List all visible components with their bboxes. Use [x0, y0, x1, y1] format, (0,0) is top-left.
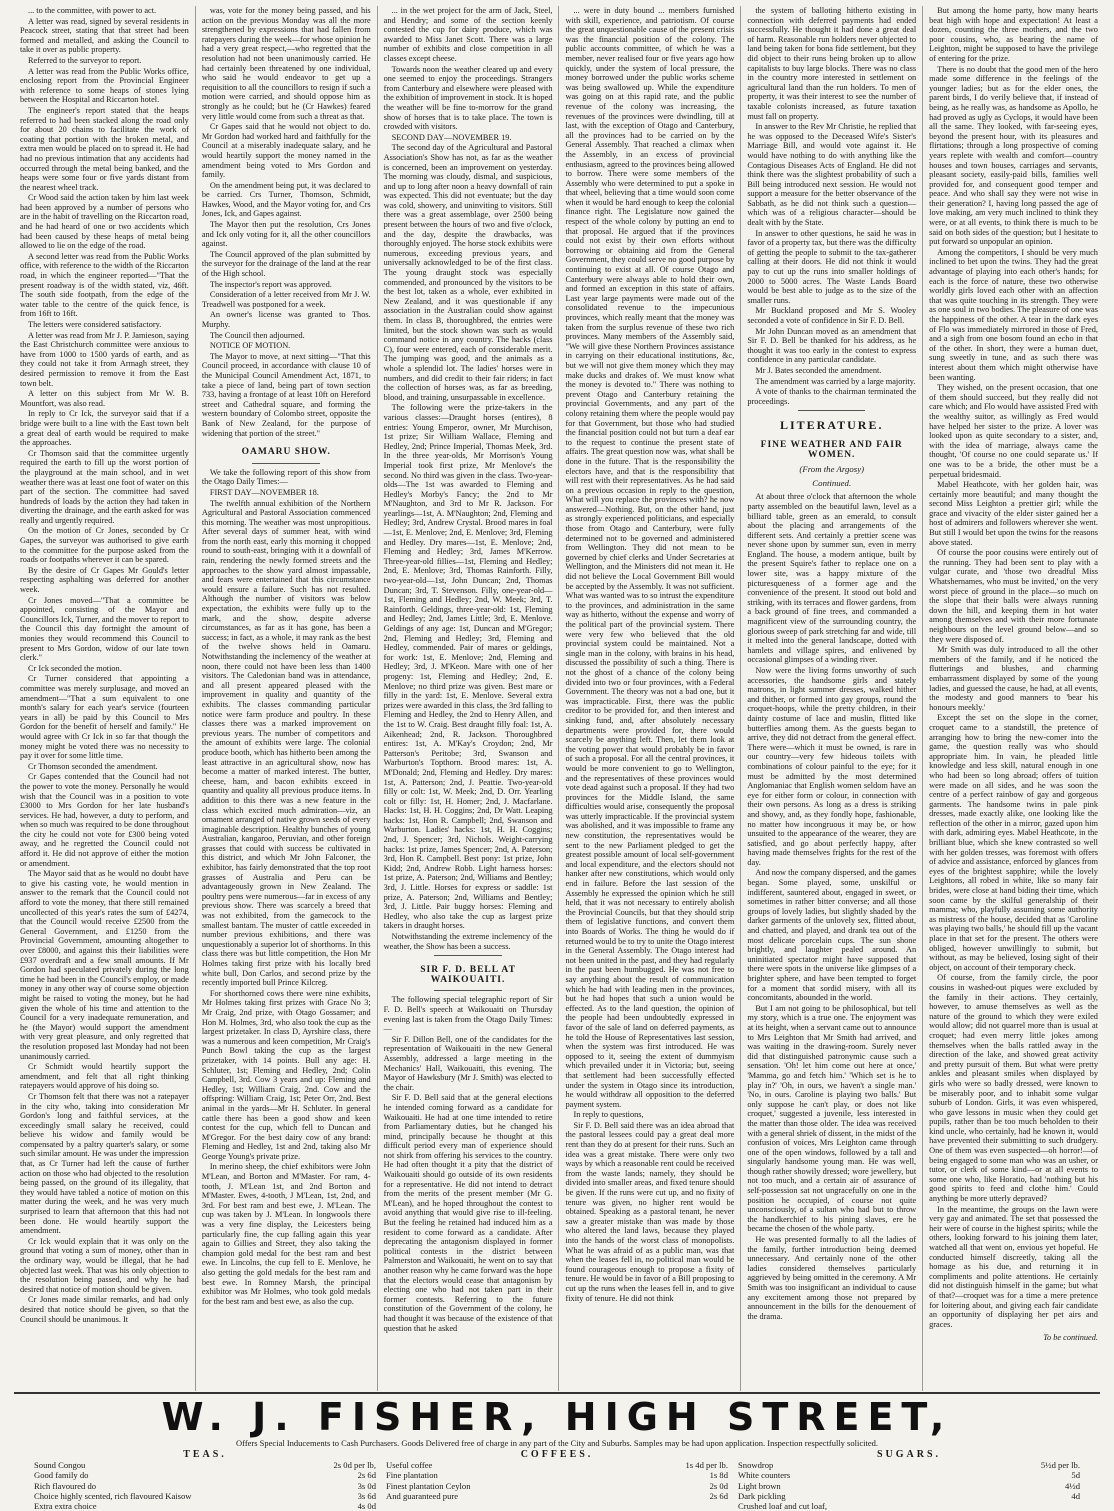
oamaru-show-heading: OAMARU SHOW.: [241, 447, 331, 458]
paragraph: For shorthorned cows there were nine exhibits, Mr Holmes taking first prizes with Grace No 3; Mr Craig, 2nd prize, with Otago Gossamer; and Hon M. Holmes, 3rd, who also took the cup as the largest prizetaker. In class D, Ayrshire class, there was a numerous and keen competition, Mr Craig's Punch Bowl taking the cup as the largest prizetaker, with 14 points. Bull any age: H. Schluter, 1st; Fleming and Hedley, 2nd; Colin Campbell, 3rd. Cow 3 years and up: Fleming and Hedley, 1st; William Craig, 2nd. Cow and the offspring: William Craig, 1st; Peter Orr, 2nd. Best animal in the yards—Mr H. Schluter. In general cattle there has been a good show and keen contest for the cup, which fell to Duncan and M'Gregor. For the best dairy cow of any brand: Fleming and Hedley, 1st and 2nd, taking also Mr George Young's private prize.: [201, 988, 371, 1161]
paragraph: He was presented formally to all the ladies of the family, further introduction being deemed unnecessary. And certainly none of the other ladies considered themselves particularly aggrieved by being omitted in the ceremony. A Mr Smith was too insignificant an individual to cause any excitement among those not prepared by announcement in the bills for the denouement of the drama.: [747, 1235, 917, 1321]
fisher-advertisement: [14, 1392, 1100, 1511]
price-row: [34, 1501, 376, 1511]
to-be-continued: To be continued.: [1043, 1333, 1098, 1343]
paragraph: Consideration of a letter received from Mr J. W. Treadwell was postponed for a week.: [201, 290, 371, 309]
paragraph: Mr Buckland proposed and Mr S. Wooley seconded a vote of confidence in Sir F. D. Bell.: [747, 306, 917, 325]
item-name: Useful coffee: [386, 1460, 433, 1471]
sugars-list: [738, 1450, 1080, 1511]
price-row: [386, 1481, 728, 1491]
paragraph: They wished, on the present occasion, that one of them should succeed, but they really did not care which; and Flo would have assisted Fred with the wealthy suitor, as willingly as Fred would have helped her sister to the prize. A lover was looked upon as quite secondary to a sister, and, with the idea of marriage, always came the thought, 'Of course no one could separate us.' If one was to be a bride, the other must be a perpetual bridesmaid.: [929, 383, 1098, 479]
paragraph: Sir F. D. Bell said there was an idea abroad that the pastoral lessees could pay a great deal more rent than they do at present for their runs. Such an idea was a great mistake. There were only two ways by which a reasonable rent could be received from the waste lands; namely, they should be divided into smaller areas, and fixed tenure should be given. If the runs were cut up, and no fixity of tenure was given, no higher rent would be obtained. Speaking as a pastoral tenant, he never saw a greater mistake than was made by those who altered the land laws, because they played into the hands of the worst class of monopolists. What he was afraid of as a public man, was that when the leases fell in, no political man would be found courageous enough to propose a fixity of tenure. He would be in favor of a Bill proposing to cut up the runs when the leases fell in, and to give fixity of tenure. He did not think: [565, 1120, 735, 1303]
paragraph: Cr Thomson said that the committee urgently required the earth to fill up the worst portion of the playground at the main school, and in wet weather there was at least one foot of water on this part of the section. The committee had saved hundreds of loads by the action they had taken in diverting the drainage, and the earth asked for was really and urgently required.: [20, 448, 189, 525]
item-price: 2s 0d per lb,: [333, 1460, 376, 1471]
paragraph: In answer to other questions, he said he was in favor of a property tax, but there was the difficulty of getting the people to submit to the tax-gatherer calling at their doors. He did not think it would pay to cut up the runs into smaller holdings of 2000 to 5000 acres. The Waste Lands Board would be best able to judge as to the size of the smaller runs.: [747, 228, 917, 305]
paragraph: Mabel Heathcote, with her golden hair, was certainly more beautiful; and many thought the second Miss Leighton a prettier girl; while the grace and vivacity of the elder sister gained her a host of admirers and followers wherever she went. But still I would bet upon the twins for the reasons above stated.: [929, 480, 1098, 547]
paragraph: In reply to Cr Ick, the surveyor said that if a bridge were built to a line with the East town belt a great deal of earth would be required to make the approaches.: [20, 409, 189, 448]
paragraph: In reply to questions,: [573, 1110, 644, 1120]
heading-rule: [434, 990, 502, 991]
price-row: [386, 1460, 728, 1470]
item-name: Finest plantation Ceylon: [386, 1480, 471, 1491]
paragraph: Cr Wood said the action taken by him last week had been approved by a number of persons who are in the habit of travelling on the Riccarton road, and he had heard of one or two accidents which had been caused by these heaps of metal being allowed to lie on the edge of the road.: [20, 193, 189, 251]
paragraph: Cr Jones moved—"That a committee be appointed, consisting of the Mayor and Councillors Ick, Turner, and the mover to report to the Council this day fortnight the amount of monies they would recommend this Council to present to Mrs Gordon, widow of our late town clerk.": [20, 595, 189, 663]
paragraph: Referred to the surveyor to report.: [28, 55, 142, 65]
item-price: 4½d: [1064, 1480, 1080, 1491]
paragraph: ... in the wet project for the arm of Jack, Steel, and Hendry; and some of the section keenly contested the cup for dairy produce, which was awarded to Miss Janet Scott. There was a large number of exhibits and close competition in all classes except cheese.: [383, 6, 553, 63]
paragraph: the system of balloting hitherto existing in connection with deferred payments had ended successfully. He thought it had done a great deal of harm. Reasonable run holders never objected to land being taken for bona fide settlement, but they did object to their runs being broken up to allow capitalists to buy large blocks. There was no class in the country more interested in settlement on agricultural land than the run holders. To men of property, it was their interest to see the number of taxable colonists increased, as future taxation must fall on property.: [747, 6, 917, 121]
paragraph: A second letter was read from the Public Works office, with reference to the width of the Riccarton road, in which the engineer reported—"That the present roadway is of the width stated, viz, 46ft. The south side footpath, from the edge of the water table to the centre of the quick fence, is from 16ft to 16ft.: [20, 251, 189, 319]
price-row: [34, 1491, 376, 1501]
paragraph: Mr J. Bates seconded the amendment.: [755, 365, 882, 375]
item-name: Dark pickling: [738, 1490, 786, 1501]
column-6: [923, 6, 1104, 1391]
paragraph: A vote of thanks to the chairman terminated the proceedings.: [747, 387, 917, 406]
price-row: [34, 1470, 376, 1480]
item-price: 5d: [1071, 1470, 1080, 1481]
heading-rule: [252, 463, 320, 464]
ad-subtitle: Offers Special Inducements to Cash Purchasers. Goods Delivered free of charge in any part of the City and Suburbs. Samples may be had upon application. Inspection respectfully solicited.: [236, 1438, 878, 1448]
item-price: 2s 6d: [357, 1470, 376, 1481]
paragraph: The letters were considered satisfactory.: [28, 320, 162, 329]
paragraph: ... to the committee, with power to act.: [28, 6, 157, 15]
paragraph: Except the set on the slope in the corner, croquet came to a standstill, the pretence of arranging how to bring the new-comer into the game, the question really was who should appropriate him. In vain, he pleaded little knowledge and less skill, natural enough in one who had been so long abroad; offers of tuition were made on all sides, and he was soon the centre of a perfect rainbow of gay and gorgeous garments. The handsome twins in pale pink dresses, made exactly alike, one looking like the reflection of the other in a mirror, gazed upon him with dark, admiring eyes. Mabel Heathcote, in the brilliant blue, which she knew contrasted so well with her golden tresses, was foremost with offers of advice and assistance, enforced by glances from eyes of the brightest sapphire; while the lovely Leightons, all robed in white, like so many fair brides, were close at hand biding their time, which soon came by the skilful generalship of their mamma; who, playfully assuming some authority as mistress of the house, decided that as 'Caroline was playing two balls,' he should fill up the vacant place in that set for the present. The others were obliged, however unwillingly to submit, but without, as may be believed, losing sight of their object, on account of their temporary check.: [929, 713, 1098, 972]
paragraph: We take the following report of this show from the Otago Daily Times:—: [201, 467, 371, 487]
paragraph: At about three o'clock that afternoon the whole party assembled on the beautiful lawn, level as a billiard table, green as an emerald, to consult about the placing and arrangements of the different sets. And certainly a prettier scene was never shone upon by summer sun, even in merry England. The house, a modern antique, built by the present Squire's father to replace one on a lower site, was a happy mixture of the picturesqueness of a former age and the convenience of the present. It stood out bold and striking, with its terraces and flower gardens, from a back ground of fine trees, and commanded a magnificent view of the surrounding country, the glorious sweep of park stretching far and wide, till it melted into the general landscape, dotted with hamlets and village spires, and enlivened by occasional glimpses of a winding river.: [747, 492, 917, 665]
section-rule: [434, 955, 502, 956]
paragraph: The following were the prize-takers in the various classes:—Draught horses (entires), 8 entries: Young Emperor, owner, Mr Murchison, 1st prize; Sir William Wallace, Fleming and Hedley, 2nd; Prince Imperial, Thomas Meek, 3rd. In the three year-olds, Mr Morrison's Young Imperial took first prize, Mr Menlove's the second. No third was given in the class. Two-year-olds—The 1st was awarded to Fleming and Hedley's Morby's Fancy; the 2nd to Mr M'Naughton, and 3rd to Mr R. Jackson. For yearlings—1st, A. M'Naughton; 2nd, Fleming and Hedley; 3rd, Andrew Crystal. Brood mares in foal—1st, E. Menlove; 2nd, E. Menlove; 3rd, Fleming and Hedley. Dry mares—1st, E. Menlove; 2nd, Fleming and Hedley; 3rd, James M'Kerrow. Three-year-old fillies—1st, Fleming and Hedley; 2nd, E. Menlove; 3rd, Thomas Rainforth. Filly, two-year-old—1st, John Duncan; 2nd, Thomas Duncan; 3rd, T. Stevenson. Filly, one-year-old—1st, Fleming and Hedley; 2nd, W. Meek; 3rd, T. Rainforth. Geldings, three-year-old: 1st, Fleming and Hedley; 2nd, James Little; 3rd, E. Menlove. Geldings of any age: 1st, Duncan and M'Gregor; 2nd, Fleming and Hedley; 3rd, Fleming and Hedley, commended. Pair of mares or geldings, for work: 1st, E. Menlove; 2nd, Fleming and Hedley; 3rd, J. M'Keon. Mare with one of her progeny: 1st, Fleming and Hedley; 2nd, E. Menlove; no third prize was given. Best mare or filly in the yard: 1st, E. Menlove. Several extra prizes were awarded in this class, the 3rd falling to Fleming and Hedley, the 2nd to Henry Allen, and the 1st to W. Craig. Best draught filly foal: 1st, A. Aikenhead; 2nd, R. Jackson. Thoroughbred entires: 1st, A. M'Kay's Croydon; 2nd, Mr Patterson's Peritobe; 3rd, Swanson and Warburton's Topthorn. Brood mares: 1st, A. M'Donald; 2nd, Fleming and Hedley. Dry mares: 1st, A. Patterson; 2nd, J. Peattie. Two-year-old filly or colt: 1st, W. Meek; 2nd, D. Orr. Yearling colt or filly: 1st, H. Homer; 2nd, J. Macfarlane. Hacks: 1st, H. H. Coggins; 2nd, Dr Watt. Leaping hacks: 1st, Hon R. Campbell; 2nd, Swanson and Warburton. Ladies' hacks: 1st, H. H. Coggins; 2nd, J. Spencer; 3rd, Nichols. Weight-carrying hacks: 1st prize, James Spencer; 2nd, A. Paterson; 3rd, Hon R. Campbell. Best pony: 1st prize, John Kidd; 2nd, Andrew Robb. Light harness horses: 1st prize, A. Paterson; 2nd, Williams and Bentley; 3rd, J. Little. Horses for express or saddle: 1st prize, A. Paterson; 2nd, Williams and Bentley; 3rd, J. Little. Pair buggy horses: Fleming and Hedley, who also take the cup as largest prize takers in draught horses.: [383, 403, 553, 931]
teas-list: [34, 1450, 376, 1511]
paragraph: Sir F. Dillon Bell, one of the candidates for the representation of Waikouaiti in the new General Assembly, addressed a large meeting in the Mechanics' Hall, Waikouaiti, this evening. The Mayor of Hawksbury (Mr J. Smith) was elected to the chair.: [383, 1034, 553, 1092]
paragraph: But among the home party, how many hearts beat high with hope and expectation! At least a dozen, counting the three mothers, and the two poor cousins, who, as bearing the name of Leighton, might be supposed to have the privilege of entering for the prize.: [929, 6, 1098, 63]
paragraph: By the desire of Cr Gapes Mr Gould's letter respecting asphalting was deferred for another week.: [20, 565, 189, 595]
paragraph: The Council approved of the plan submitted by the surveyor for the drainage of the land at the rear of the High school.: [201, 249, 371, 279]
price-row: [738, 1481, 1080, 1491]
column-2: [196, 6, 378, 1391]
item-name: Choice highly scented, rich flavoured Kaisow: [34, 1490, 192, 1501]
paragraph: Of course the poor cousins were entirely out of the running. They had been sent to play with a vulgar curate, and 'those two dreadful Miss Whatshernames, who must be invited,' on the very worst piece of ground in the place—so much on the slope that their balls were always running down the hill, and keeping them in hot water among themselves and with their more fortunate neighbours on the level ground below—and so they were disposed of.: [929, 548, 1098, 644]
item-price: 4s 0d: [357, 1501, 376, 1511]
item-name: Rich flavoured do: [34, 1480, 97, 1491]
paragraph: The second day of the Agricultural and Pastoral Association's Show has not, as far as the weather is concerned, been an improvement on yesterday. The morning was cloudy, dismal, and suspicious, and up to long after noon a heavy downfall of rain was expected. This did not eventuate; but the day was cold, showery, and uninviting to visitors. Still there was a great assemblage, over 2500 being present between the hours of two and five o'clock, and the day, despite the drawbacks, was thoroughly enjoyed. The horse stock exhibits were numerous, exceeding previous years, and universally acknowledged to be of the first class. The young draught stock was especially commended, and pronounced by the visitors to be the best lot, taken as a whole, ever exhibited in New Zealand, and it was questionable if any association in the Australian could show against them. In class B, thoroughbred, the entries were limited, but the stock shown was such as would command notice in any country. The hacks (class C), four were entered, each of considerable merit. The jumping was good, and the animals as a whole a splendid lot. The ladies' horses were in numbers, and did credit to their fair riders; in fact the collection of horses was, as far as breeding, blood, and training, unsurpassable in excellence.: [383, 143, 553, 402]
bell-heading: SIR F. D. BELL AT WAIKOUAITI.: [420, 965, 516, 985]
paragraph: Towards noon the weather cleared up and every one seemed to enjoy the proceedings. Strangers from Canterbury and elsewhere were pleased with the exhibition of improvement in stock. It is hoped the weather will be fine to-morrow for the grand show of horses that is to take place. The town is crowded with visitors.: [383, 64, 553, 132]
paragraph: Notwithstanding the extreme inclemency of the weather, the Show has been a success.: [383, 932, 553, 951]
item-price: 1s 8d: [709, 1470, 728, 1481]
paragraph: A letter was read from the Public Works office, enclosing report from the Provincial Engineer with reference to some heaps of stones lying between the Hospital and Riccarton hotel.: [20, 66, 189, 105]
paragraph: Sir F. D. Bell said that at the general elections he intended coming forward as a candidate for Waikouaiti. He had at one time intended to retire from Parliamentary duties, but he changed his mind, principally because he thought at this difficult period every man of experience should not shirk from offering his services to the country. He had often thought it a pity that the district of Waikouaiti should go outside of its own residents for a representative. He did not intend to detract from the merits of the present member (Mr G. M'Lean), and he hoped throughout the contest to avoid anything that would give rise to ill-feeling. But the feeling he retained had induced him as a resident to come forward as a candidate. After deprecating the antagonism displayed in former political contests in the district between Palmerston and Waikouaiti, he went on to say that another reason why he came forward was the hope that the electors would cease that antagonism by electing one who had not taken part in their former contests. Referring to the future constitution of the Government of the colony, he had thought it was because of the existence of that question that he asked: [383, 1093, 553, 1333]
paragraph: But I am not going to be philosophical, but tell my story, which is a true one. The enjoyment was at its height, when a servant came out to announce to Mrs Leighton that Mr Smith had arrived, and was waiting in the drawing-room. Surely never did that distinguished patronymic cause such a sensation. 'Oh! let him come out here at once,' 'Mamma, go and fetch him.' 'Which set is he to play in?' 'Oh, in ours, we haven't a single man.' 'No, in ours. Caroline is playing two balls.' But only suppose he can't play, or does not like croquet,' suggested a juvenile, less interested in the matter than those older. The idea was received with a general shriek of dissent, in the midst of the confusion of voices, Mrs Leighton came through one of the open windows, followed by a tall and singularly handsome young man. He was well, though rather showily dressed; wore jewellery, but not too much, and a certain air of assurance of self-possession sat not ungracefully on one in the position he occupied, of course not quite unconsciously, of a sultan who had but to throw the handkerchief to his pining slaves, ere he became the chosen of the whole party.: [747, 1003, 917, 1234]
paragraph: Cr Schmidt would heartily support the amendment, and felt that all right thinking ratepayers would approve of his doing so.: [20, 1062, 189, 1091]
item-name: Extra extra choice: [34, 1501, 97, 1511]
paragraph: Cr Thomson felt that there was not a ratepayer in the city who, taking into consideration Mr Gordon's long and faithful services, at the exceedingly small salary he received, could believe his widow and family would be compensated by a paltry quarter's salary, or some such similar amount. He was under the impression that, as Cr Turner had left the cause of further action on those who had objected to the resolution being passed, on the ground of its illegality, that they would have tabled a notice of motion on this matter during the week, and he was very much surprised to learn that afternoon that this had not been done. He would heartily support the amendment.: [20, 1091, 189, 1236]
article-columns: [14, 6, 1104, 1391]
paragraph: The Mayor then put the resolution, Crs Jones and Ick only voting for it, all the other councillors against.: [201, 220, 371, 249]
price-row: [738, 1501, 1080, 1511]
paragraph: The amendment was carried by a large majority.: [755, 376, 916, 386]
paragraph: A letter was read, signed by several residents in Peacock street, stating that that street had been formed and metalled, and asking the Council to take it over as public property.: [20, 16, 189, 55]
price-row: [738, 1491, 1080, 1501]
paragraph: An owner's license was granted to Thos. Murphy.: [201, 310, 371, 329]
paragraph: Cr Gapes contended that the Council had not the power to vote the money. Personally he would wish that the Council was in a position to vote £3000 to Mrs Gordon for her late husband's services. He had, however, a duty to perform, and when so much was required to be done throughout the city he could not vote for £300 being voted away, and he regretted the Council could not afford it. He did not approve of either the motion or amendment.: [20, 772, 189, 868]
item-price: 3s 0d: [357, 1480, 376, 1491]
price-row: [34, 1481, 376, 1491]
column-1: [14, 6, 196, 1391]
paragraph: In the meantime, the groups on the lawn were very gay and animated. The set that possessed the heir were of course in the highest spirits; while the others, looking forward to his joining them later, watched all that went on, envious yet hopeful. He conducted himself discreetly, taking all the homage as his due, and returning it in compliments and polite attentions. He certainly did not distinguish himself in the game; but what of that?—croquet was for a time a mere pretence for loitering about, and giving each fair candidate an opportunity of displaying her pet airs and graces.: [929, 1204, 1098, 1329]
story-continued: Continued.: [812, 477, 852, 488]
item-price: 5½d per lb.: [1040, 1460, 1080, 1471]
ad-price-lists: [14, 1450, 1100, 1511]
item-name: Sound Congou: [34, 1460, 86, 1471]
paragraph: The following special telegraphic report of Sir F. D. Bell's speech at Waikouaiti on Thursday evening last is taken from the Otago Daily Times:—: [383, 995, 553, 1034]
paragraph: The Council then adjourned.: [209, 330, 305, 340]
paragraph: Cr Turner considered that appointing a committee was merely surplusage, and moved an amendment—"That a sum equivalent to one month's salary for each year's service (fourteen years in all) be paid by this Council to Mrs Gordon for the benefit of herself and family." He would agree with Cr Ick in so far that though the money might be voted there was no necessity to pay it over for some little time.: [20, 674, 189, 761]
coffees-heading: COFFEES.: [520, 1449, 594, 1460]
item-name: Light brown: [738, 1480, 781, 1491]
paragraph: A letter on this subject from Mr W. B. Mountfort, was also read.: [20, 389, 189, 408]
teas-heading: TEAS.: [183, 1449, 227, 1460]
item-price: 4d: [1071, 1490, 1080, 1501]
story-source: (From the Argosy): [799, 464, 865, 475]
section-rule: [798, 410, 866, 411]
paragraph: Of course, from the family circle, the poor cousins in washed-out piques were excluded by the family in their actions. They certainly, however, to amuse themselves as well as the nature of the ground to which they were exiled would allow; did not quarrel more than is usual at croquet; had even merry little jokes among themselves when the balls rattled away in the direction of the lake, and showed great activity and pretty pursuit of them. But what were pretty ankles and pleasant smiles when displayed by girls who were so badly dressed, were known to be miserably poor, and to inhabit some vulgar suburb of London. Girls, it was even whispered, who gave lessons in music when they could get pupils, rather than be too much beholden to their kind uncle, who certainly, had he known it, would have prevented their submitting to such drudgery. One of them was even suspected—oh horror!—of being engaged to some man who was an usher, or tutor, or clerk of some kind—or at all events to some one who, like Horatio, had 'nothing but his good spirits to feed and clothe him.' Could anything be more utterly depraved?: [929, 973, 1098, 1204]
price-row: [738, 1460, 1080, 1470]
price-row: [738, 1470, 1080, 1480]
paragraph: The Mayor to move, at next sitting—"That this Council proceed, in accordance with clause 10 of the Municipal Council Amendment Act, 1871, to take a piece of land, being part of town section 733, having a frontage of at least 10ft on Hereford street and Cathedral square, and forming the western boundary of Colombo street, opposite the Bank of New Zealand, for the purpose of widening that portion of the street.": [201, 351, 371, 438]
literature-heading: LITERATURE.: [779, 418, 884, 433]
paragraph: NOTICE OF MOTION.: [209, 341, 291, 351]
sugars-heading: SUGARS.: [876, 1449, 942, 1460]
item-price: 2s 6d: [709, 1490, 728, 1501]
paragraph: FIRST DAY—NOVEMBER 18.: [209, 487, 319, 497]
paragraph: The Mayor said that as he would no doubt have to give his casting vote, he would mention in answer to the remark that the Council could not afford to vote the money, that there still remained uncollected of this year's rates the sum of £4274, that the Council would receive £2500 from the General Government, and £1250 from the Provincial Government, amounting altogether to over £8000, and against this their liabilities were £937 overdraft and a few small amounts. If Mr Gordon had speculated privately during the long time he had been in the Council's employ, or made money in any other way of course some objection might be raised to voting the money, but he had given the whole of his time and attention to the Council for a very inadequate remuneration, and he (the Mayor) would support the amendment with very great pleasure, and only regretted that the resolution proposed last Monday had not been unanimously carried.: [20, 869, 189, 1061]
paragraph: Cr Jones made similar remarks, and had only desired that notice should be given, so that the Council should be unanimous. It: [20, 1295, 189, 1324]
paragraph: On the motion of Cr Jones, seconded by Cr Gapes, the surveyor was authorised to give earth to the committee for the purpose asked from the roads or footpaths wherever it can be spared.: [20, 526, 189, 565]
paragraph: In answer to the Rev Mr Christie, he replied that he was opposed to the Deceased Wife's Sister's Marriage Bill, and would vote against it. He would have nothing to do with anything like the Contagious Diseases Acts of England. He did not think there was the slightest probability of such a Bill being introduced next session. He would not support a measure for the better observance of the Sabbath, as he did not think such a question—which was of a religious character—should be dealt with by the State.: [747, 122, 917, 228]
item-name: White counters: [738, 1470, 791, 1481]
ad-title: W. J. FISHER, HIGH STREET,: [161, 1395, 953, 1439]
paragraph: The engineer's report stated that the heaps referred to had been stacked along the road only for about 20 chains to facilitate the work of coating that portion with the broken metal, and extra men would be placed on to spread it. He had had no previous intimation that any accidents had occurred through the metal being banked, and the heaps were some four or five yards distant from the nearest wheel track.: [20, 105, 189, 192]
item-price: 1s 4d per lb.: [685, 1460, 728, 1471]
paragraph: Mr John Duncan moved as an amendment that Sir F. D. Bell be thanked for his address, as he thought it was too early in the contest to express confidence in any particular candidate.: [747, 326, 917, 365]
paragraph: On the amendment being put, it was declared to be carried. Crs Turner, Thomson, Schmidt, Hawkes, Wood, and the Mayor voting for, and Crs Jones, Ick, and Gapes against.: [201, 180, 371, 219]
paragraph: In merino sheep, the chief exhibitors were John M'Lean, and Borton and M'Master. For ram, 4-tooth, J. M'Lean 1st, and 2nd Borton and M'Master. Ewes, 4-tooth, J M'Lean, 1st, 2nd, and 3rd. For best ram and best ewe, J. M'Lean. The cup was taken by J. M'Lean. In longwools there was a very fine display, the Leicesters being particularly fine, the cup falling again this year again to Gillies and Street, they also taking the champion gold medal for the best ram and best ewe. In Lincolns, the cup fell to E. Menlove, he also getting the gold medals for the best ram and best ewe. In Romney Marsh, the principal exhibitor was Mr Holmes, who took gold medals for the best ram and best ewe, as also the cup.: [201, 1162, 371, 1306]
column-4: [559, 6, 741, 1391]
price-row: [386, 1491, 728, 1501]
paragraph: There is no doubt that the good men of the hero made some difference in the feelings of the younger ladies; but as for the elder ones, the parent birds, I do verily believe that, if instead of being, as he really was, as handsome as Apollo, he had proved as ugly as Cyclops, it would have been all the same. They looked, with far-seeing eyes, beyond the present hour, with its pleasures and flirtations; through a long prospective of coming years replete with wealth and comfort—country houses and town houses, carriages and servants, pleasant society, easily-paid bills, families well provided for, and consequent good temper and peace. And who shall say they were not wise in their generation? I, having long passed the age of love making, am very much inclined to think they were, or at all events, to think there is much to be said on both sides of the question; but I hesitate to put forward so unpopular an opinion.: [929, 64, 1098, 247]
paragraph: SECOND DAY—NOVEMBER 19.: [391, 132, 512, 142]
column-5: [741, 6, 923, 1391]
paragraph: Among the competitors, I should be very much inclined to bet upon the twins. They had the great advantage of playing into each other's hands; for each is the force of nature, these two otherwise worldly girls loved each other with an affection that was quite touching in its strength. They were as one soul in two bodies. The pleasure of one was the happiness of the other. A tear in the dark eyes of Flo was immediately mirrored in those of Fred, and a sigh from one bosom found an echo in that of the other. In short, they were a human duet, sung sweetly in tune, and as such there was interest about them which might otherwise have been wanting.: [929, 247, 1098, 382]
item-price: 2s 0d: [709, 1480, 728, 1491]
price-row: [34, 1460, 376, 1470]
item-name: And guaranteed pure: [386, 1490, 459, 1501]
item-name: Snowdrop: [738, 1460, 774, 1471]
paragraph: was, vote for the money being passed, and his action on the previous Monday was all the more strengthened by expressions that had fallen from ratepayers during the week—for whose opinion he had a very great respect,—who regretted that the resolution had not been unanimously carried. He had certainly been threatened by one individual, who said he would endeavor to get up a requisition to all the councillors to resign if such a motion were carried, and should oppose him as strongly as he could; but he (Cr Hawkes) feared very little would come from such a threat as that.: [201, 6, 371, 121]
item-name: Good family do: [34, 1470, 89, 1481]
paragraph: Cr Gapes said that he would not object to do. Mr Gordon had worked hard and faithfully for the Council at a miserably inadequate salary, and he would heartily support the money named in the amendment being voted to Mrs Gordon and family.: [201, 122, 371, 180]
paragraph: And now the company dispersed, and the games began. Some played, some, unskilful or indifferent, sauntered about, engaged in sweet, or sometimes in rather bitter converse; and all those groups of lovely ladies, but slightly shaded by the darker garments of the unlovely sex, flitted about, and chatted, and played, and drank tea out of the most delicate porcelain cups. The sun shone brightly, and laughter pealed around. An uninitiated spectator might have supposed that there were spots in the universe like glimpses of a brighter sphere, and have been tempted to forget for a moment that sordid misery, with all its concomitants, abounded in the world.: [747, 868, 917, 1003]
paragraph: Cr Ick seconded the motion.: [28, 663, 122, 673]
story-title: FINE WEATHER AND FAIR WOMEN.: [760, 439, 903, 460]
paragraph: Now were the living forms unworthy of such accessories, the handsome girls and stately matrons, in light summer dresses, walked hither and thither, or formed into gay groups, round the croquet-hoops, while the pretty children, in their dainty costume of lace and muslin, flitted like butterflies among them. As the guests began to arrive, they did not detract from the general effect. There were—which it must be owned, is rare in our country—very few hideous toilets with combinations of colour painful to the eye; for it must be admitted by the most determined Anglomaniac that English women seldom have an eye for either form or colour, in connection with their own persons. As long as a dress is striking and showy, and, as they fondly hope, fashionable, no matter how incongruous it may be, or how unsuited to the appearance of the wearer, they are satisfied, and go about perfectly happy, after having made themselves frights for the rest of the day.: [747, 666, 917, 867]
item-price: 3s 6d: [357, 1490, 376, 1501]
item-name: Crushed loaf and cut loaf,: [738, 1501, 828, 1511]
paragraph: A letter was read from Mr J. P. Jamieson, saying the East Christchurch committee were anxious to have from 1000 to 1500 yards of earth, and as they could not take it from Armagh street, they desired permission to remove it from the East town belt.: [20, 330, 189, 388]
paragraph: The inspector's report was approved.: [209, 279, 332, 289]
paragraph: Mr Smith was duly introduced to all the other members of the family, and if he noticed the flutterings and blushes, and charming embarrassment displayed by some of the young ladies, and guessed the cause, he had, at all events, the modesty and good manners to 'bear his honours meekly.': [929, 645, 1098, 712]
paragraph: The twelfth annual exhibition of the Northern Agricultural and Pastoral Association commenced this morning. The weather was most unpropitious. After several days of summer heat, with wind from the north east, early this morning it chopped round to south-east, bringing with it a downfall of rain, rendering the newly formed streets and the approaches to the show yard almost impassable, and fears were entertained that this circumstance would ensure a failure. Such has not resulted. Although the number of visitors was below expectation, the exhibits were fully up to the mark, and the show, despite adverse circumstances, as far as it has gone, has been a success; in fact, as a whole, it may rank as the best of the twelve shows held in Oamaru. Notwithstanding the inclemency of the weather at noon, there could not have been less than 1400 visitors. The Caledonian band was in attendance, and all present appeared pleased with the improvement in quality and quantity of the exhibits. The classes commanding particular notice were farm produce and poultry. In these classes there was a marked improvement on previous years. The number of competitors and the amount of exhibits were large. The colonial produce booth, which has hitherto been among the least attractive in an agricultural show, now has become a matter of marked interest. The butter, cheese, ham, and bacon exhibits exceed in quantity and quality all previous produce items. In addition to this there was a new feature in the class which excited much admiration—viz, an ornament arranged of native grown seeds of every imaginable description. Healthy bunches of young Australian, kangaroo, Peruvian, and other foreign grasses that could with success be cultivated in this district, and which Mr John Falconer, the exhibitor, has fairly demonstrated that the top root grasses of Australia and Peru can be advantageously grown in New Zealand. The poultry pens were numerous—far in excess of any previous show. There was scarcely a breed that was not exhibited, from the gamecock to the smallest bantam. The muster of cattle exceeded in number previous exhibitions, and there was unquestionably a superior lot of shorthorns. In this class there was but little competition, the Hon Mr Holmes taking first prize with his locally bred white bull, Don Carlos, and second prize by the recently imported bull Prince Kilcreg.: [201, 498, 371, 988]
coffees-list: [386, 1450, 728, 1511]
column-3: [378, 6, 560, 1391]
item-name: Fine plantation: [386, 1470, 438, 1481]
paragraph: Cr Thomson seconded the amendment.: [28, 761, 158, 771]
paragraph: ... were in duty bound ... members furnished with skill, experience, and patriotism. Of course the great unquestionable cause of the present crisis was the financial position of the colony. The public accounts committee, of which he was a member, never realised four or five years ago how quickly, under the system of local pressure, the money borrowed under the public works scheme was being swallowed up. While the expenditure was going on at this rapid rate, and the public revenue of the colony was increasing, the revenues of the provinces were dwindling, till at last, with the exception of Otago and Canterbury, all the provinces had to be carried on by the General Assembly. That reached a climax when the Assembly, in an excess of provincial enthusiasm, agreed to the provinces being allowed to borrow. There were some members of the Assembly who were determined to put a spoke in that wheel, believing that a time would soon come when it would be hard enough to keep the colonial finance right. The Legislature now gained the respect of the whole colony by putting an end to that proposal. He argued that if the provinces could not exist by their own efforts without borrowing or obtaining aid from the General Government, they could serve no good purpose by continuing to exist at all. Of course Otago and Canterbury were always able to hold their own, and formed an exception in this state of affairs. Last year large payments were made out of the consolidated revenue to the impecunious provinces, which really meant that the money was taken from the surplus revenue of these two rich provinces. Many members of the Assembly said, "We will give these Northern Provinces assistance in carrying on their educational institutions, &c, but we will not give them money which they may make ducks and drakes of. We must know what the money is devoted to." There was nothing to prevent Otago and Canterbury retaining the provincial Governments, and any part of the colony retaining them where the people would pay for that Government, but those who had studied the financial position could not but turn a deaf ear to the request to continue the present state of affairs. The great question now was, what shall be done in the future. That is the responsibility the electors have, and that is the responsibility that will rest with their representatives. As he had said on a previous occasion in reply to the question, What will you replace the provinces with? he now answered—Nothing. But, on the other hand, just as strongly experienced politicians, and especially those from Otago and Canterbury, were fully determined not to be governed and administered from Wellington. They did not mean to be governed by chief clerks and Under Secretaries at Wellington, and the Ministers did not mean it. He did not believe the Local Government Bill would be accepted by the Assembly. It was not sufficient. What was wanted was to so intrust the expenditure to the provinces, and administration in the same way as hitherto, without the expense and worry of the political part of the provincial system. There were very few who believed that the old provincial system could be maintained. Not a single man in the colony, with brains in his head, discussed the possibility of such a thing. There is not the ghost of a chance of the colony being divided into two or four provinces, with a Federal Government. The theory was not a bad one, but it was impracticable. First, there was the public creditor to be provided for, and then interest and sinking fund, and, after absolutely necessary departments were provided for, there would scarcely be anything left. Then, let them look at the voting power that would probably be in favor of such a proposal. For all the central provinces, it would be more convenient to go to Wellington, and the representatives of these provinces would vote dead against such a proposal. If they had two provinces for the Middle Island, the same difficulties would arise, consequently the proposal was utterly impracticable. If the provincial system was abolished, and it was impossible to frame any new constitution, the representatives would be sent to the new Parliament pledged to get the greatest possible amount of local self-government and local expenditure, and the electors should not hanker after new constitutions, which would only end in failure. Before the last session of the Assembly he expressed the opinion which he still held, that it was not necessary to entirely abolish the Provincial Councils, but that they should strip them of legislative functions, and convert them into Boards of Works. The thing he would do if returned would be to try to unite the Otago interest in the General Assembly. The Otago interest had not been united in the past, and they had regularly in the past been humbugged. He was not free to say anything about the result of communication which he had with leading men in the provinces, but he had hopes that such a union would be effected. As to the land question, the opinion of the people had been undoubtedly expressed in favor of the sale of land on deferred payments, as he told the House of Representatives last session, when the system was first introduced. He was opposed to it, seeing the extent of dummyism which prevailed under it in Victoria; but, seeing that settlement had been successfully effected under the system in Otago since its introduction, he would withdraw all opposition to the deferred payment system.: [565, 6, 735, 1109]
price-row: [386, 1470, 728, 1480]
paragraph: Cr Ick would explain that it was only on the ground that voting a sum of money, other than in the ordinary way, would be illegal, that he had objected last week. That was his only objection to the resolution being passed, and why he had desired that notice of motion should be given.: [20, 1236, 189, 1294]
